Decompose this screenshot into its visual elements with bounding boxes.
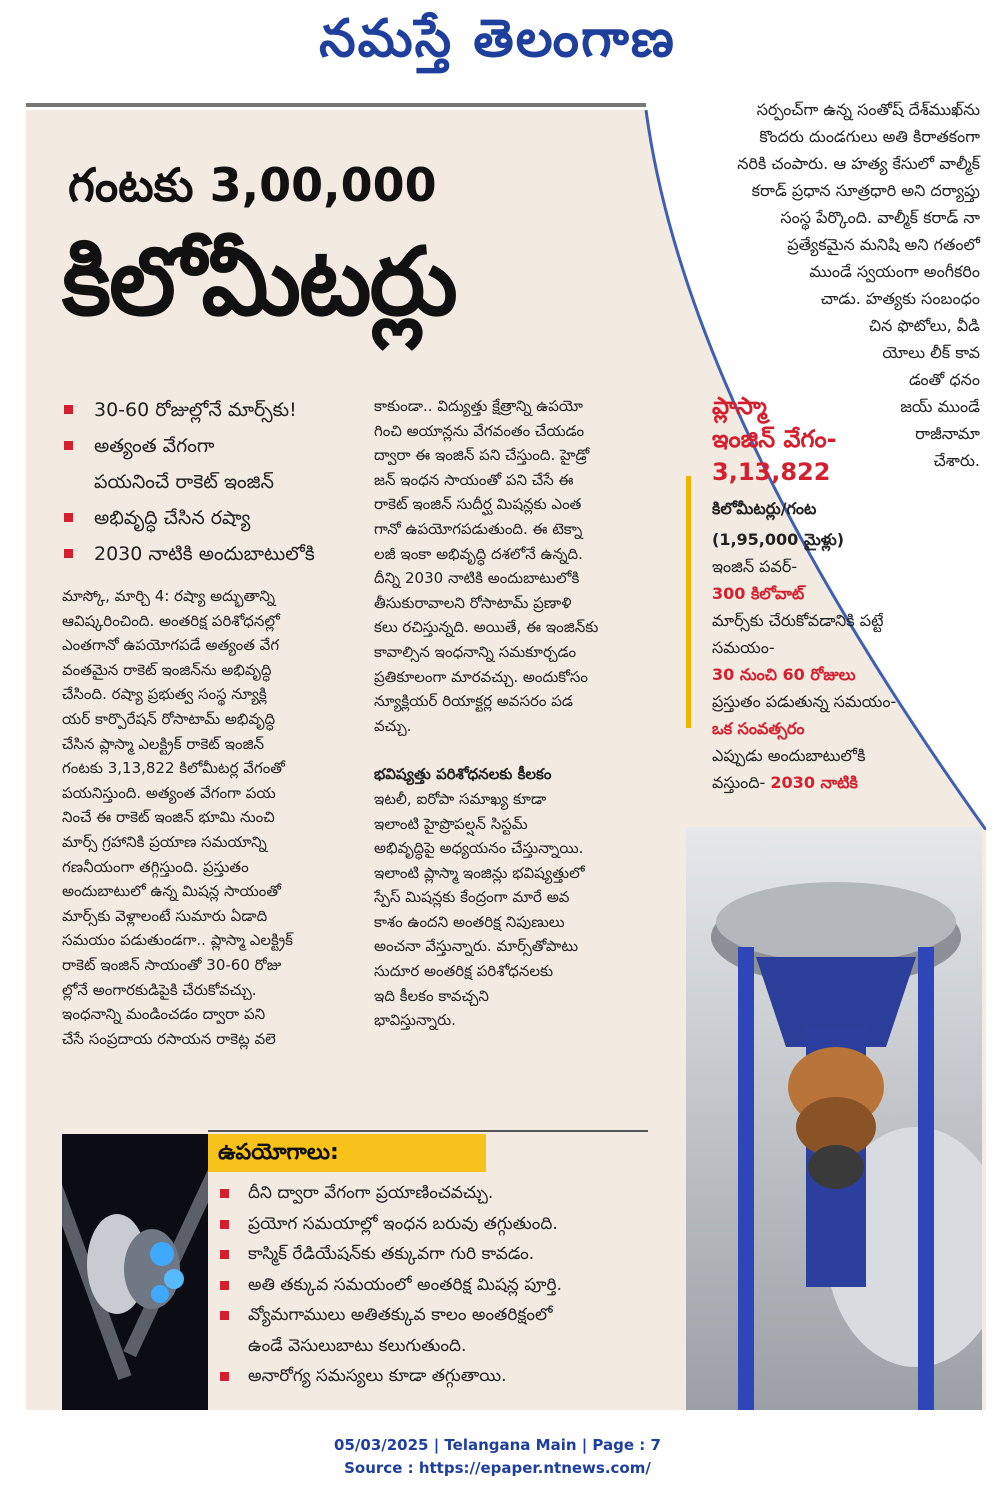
side-story-line: యోలు లీక్ కావ — [882, 343, 980, 362]
body-line: స్పేస్ మిషన్లకు కేంద్రంగా మారే అవ — [374, 888, 570, 907]
uses-item: కాస్మిక్ రేడియేషన్‌కు తక్కువగా గురి కావడం. — [218, 1239, 658, 1270]
side-story-line: చిన ఫొటోలు, వీడి — [868, 316, 980, 335]
body-line: జన్ ఇంధన సాయంతో పని చేసే ఈ — [374, 470, 574, 489]
uses-title: ఉపయోగాలు: — [208, 1134, 486, 1172]
body-line: ద్వారా ఈ ఇంజిన్ పని చేస్తుంది. హైడ్రో — [374, 446, 590, 465]
body-line: ఇది కీలకం కావచ్చని — [374, 986, 489, 1005]
body-line: సమయం పడుతుండగా.. ప్లాస్మా ఎలక్ట్రిక్ — [62, 931, 294, 950]
uses-item: అతి తక్కువ సమయంలో అంతరిక్ష మిషన్ల పూర్తి. — [218, 1270, 658, 1301]
bullet-item: అత్యంత వేగంగా — [64, 428, 374, 464]
bullet-square-icon — [64, 405, 73, 414]
body-line: ఇలాంటి ప్లాస్మా ఇంజిన్లు భవిష్యత్తులో — [374, 863, 585, 882]
bullet-item: 2030 నాటికి అందుబాటులోకి — [64, 536, 374, 572]
bullet-item: 30-60 రోజుల్లోనే మార్స్‌కు! — [64, 392, 374, 428]
body-line: దీన్ని 2030 నాటికి అందుబాటులోకి — [374, 569, 580, 588]
body-line: గంటకు 3,13,822 కిలోమీటర్ల వేగంతో — [62, 759, 285, 778]
headline-line2: కిలోమీటర్లు — [62, 228, 456, 337]
body-line: రాకెట్ ఇంజిన్ సుదీర్ఘ మిషన్లకు ఎంత — [374, 495, 582, 514]
article-column-1 — [62, 584, 362, 1051]
stats-avail-label: ఎప్పుడు అందుబాటులోకి — [712, 746, 866, 765]
body-line: గించి అయాన్లను వేగవంతం చేయడం — [374, 421, 585, 440]
body-line: భావిస్తున్నారు. — [374, 1011, 456, 1030]
stats-miles: (1,95,000 మైళ్లు) — [712, 530, 845, 549]
body-line: తీసుకురావాలని రోసాటామ్ ప్రణాళి — [374, 593, 572, 612]
body-line: పయనిస్తుంది. అత్యంత వేగంగా పయ — [62, 783, 276, 802]
engine-photo-illustration — [686, 827, 982, 1410]
stats-time: 30 నుంచి 60 రోజులు — [712, 665, 856, 684]
body-line: సుదూర అంతరిక్ష పరిశోధనలకు — [374, 962, 554, 981]
bullet-square-icon — [64, 549, 73, 558]
body-line: అందుబాటులో ఉన్న మిషన్ల సాయంతో — [62, 882, 282, 901]
uses-list — [218, 1178, 658, 1392]
uses-item: అనారోగ్య సమస్యలు కూడా తగ్గుతాయి. — [218, 1361, 658, 1392]
article-column-2 — [374, 394, 659, 1033]
side-story-line: డంతో ధనం — [908, 370, 980, 389]
stats-power: 300 కిలోవాట్ — [712, 584, 805, 603]
stats-time-label: మార్స్‌కు చేరుకోవడానికి పట్టే — [712, 611, 884, 630]
stats-power-label: ఇంజిన్ పవర్- — [712, 557, 798, 576]
bullet-square-icon — [220, 1250, 229, 1259]
uses-frame-rule — [208, 1130, 648, 1132]
headline-line1: గంటకు 3,00,000 — [68, 158, 437, 212]
body-line: గానో ఉపయోగపడుతుంది. ఈ టెక్నా — [374, 519, 583, 538]
body-line: న్యూక్లియర్ రియాక్టర్ల అవసరం పడ — [374, 692, 574, 711]
bullet-square-icon — [220, 1372, 229, 1381]
body-line: ఎంతగానో ఉపయోగపడే అత్యంత వేగ — [62, 636, 280, 655]
side-story-line: రాజీనామా — [915, 424, 980, 443]
side-story-line: కొందరు దుండగులు అతి కిరాతకంగా — [759, 127, 980, 146]
body-line: కాకుండా.. విద్యుత్తు క్షేత్రాన్ని ఉపయో — [374, 397, 584, 415]
bullet-item: అభివృద్ధి చేసిన రష్యా — [64, 500, 374, 536]
stats-speed: 3,13,822 — [712, 458, 831, 486]
section-subhead: భవిష్యత్తు పరిశోధనలకు కీలకం — [374, 765, 552, 784]
spacecraft-image — [62, 1134, 208, 1410]
masthead: నమస్తే తెలంగాణ — [319, 8, 676, 69]
body-line: ఆవిష్కరించింది. అంతరిక్ష పరిశోధనల్లో — [62, 611, 280, 630]
body-line: కావాల్సిన ఇంధనాన్ని సమకూర్చడం — [374, 642, 577, 661]
stats-box — [712, 390, 982, 796]
footer-source-line: Source : https://epaper.ntnews.com/ — [344, 1459, 651, 1477]
body-line: రాకెట్ ఇంజిన్ సాయంతో 30-60 రోజు — [62, 955, 282, 974]
uses-item: వ్యోమగాములు అతితక్కువ కాలం అంతరిక్షంలో — [218, 1300, 658, 1331]
engine-photo — [686, 827, 982, 1410]
body-line: ఇంధనాన్ని మండించడం ద్వారా పని — [62, 1005, 266, 1024]
body-line: లజీ ఇంకా అభివృద్ధి దశలోనే ఉన్నది. — [374, 544, 583, 563]
highlight-bullets — [64, 392, 374, 572]
side-story-line: కరాడ్ ప్రధాన సూత్రధారి అని దర్యాప్తు — [751, 181, 980, 200]
body-line: యర్ కార్పొరేషన్ రోసాటామ్ అభివృద్ధి — [62, 709, 276, 728]
body-line: ల్లోనే అంగారకుడిపైకి చేరుకోవచ్చు. — [62, 980, 257, 999]
body-line: ఇలాంటి హైప్రొపల్షన్ సిస్టమ్ — [374, 814, 528, 833]
masthead-rule — [26, 103, 646, 107]
bullet-square-icon — [220, 1220, 229, 1229]
body-line: గణనీయంగా తగ్గిస్తుంది. ప్రస్తుతం — [62, 857, 249, 876]
stats-title: ప్లాస్మా — [712, 392, 767, 420]
stats-current: ఒక సంవత్సరం — [712, 719, 805, 738]
side-story-line: చేశారు. — [933, 451, 980, 470]
body-line: మార్స్‌కు వెళ్లాలంటే సుమారు ఏడాది — [62, 906, 268, 925]
side-story-line: నరికి చంపారు. ఆ హత్య కేసులో వాల్మీక్ — [737, 154, 980, 173]
bullet-square-icon — [64, 441, 73, 450]
body-line: నించే ఈ రాకెట్ ఇంజిన్ భూమి నుంచి — [62, 808, 275, 827]
stats-unit: కిలోమీటర్లు/గంట — [712, 499, 817, 518]
stats-time-label: సమయం- — [712, 638, 775, 657]
side-story-line: సంస్థ పేర్కొంది. వాల్మీక్ కరాడ్ నా — [780, 208, 980, 227]
bullet-square-icon — [64, 513, 73, 522]
stats-title: ఇంజిన్ వేగం- — [712, 425, 837, 453]
stats-current-label: ప్రస్తుతం పడుతున్న సమయం- — [712, 692, 897, 711]
bullet-square-icon — [220, 1311, 229, 1320]
side-story-line: ముండే స్వయంగా అంగీకరిం — [809, 262, 980, 281]
body-line: ఇటలీ, ఐరోపా సమాఖ్య కూడా — [374, 789, 547, 808]
uses-item-continuation: ఉండే వెసులుబాటు కలుగుతుంది. — [248, 1335, 467, 1356]
side-story-line: చాడు. హత్యకు సంబంధం — [820, 289, 980, 308]
side-story-line: సర్పంచ్‌గా ఉన్న సంతోష్ దేశ్‌ముఖ్‌ను — [756, 100, 980, 119]
stats-avail-line: వస్తుంది- 2030 నాటికి — [712, 773, 858, 792]
uses-item: దీని ద్వారా వేగంగా ప్రయాణించవచ్చు. — [218, 1178, 658, 1209]
bullet-square-icon — [220, 1189, 229, 1198]
body-line: మాస్కో, మార్చి 4: రష్యా అద్భుతాన్ని — [62, 587, 276, 605]
spacecraft-illustration — [62, 1134, 208, 1410]
stats-avail: 2030 నాటికి — [770, 773, 858, 792]
body-line: కలు రచిస్తున్నది. అయితే, ఈ ఇంజిన్‌కు — [374, 618, 599, 637]
stats-accent-bar — [686, 476, 691, 728]
body-line: మార్స్ గ్రహానికి ప్రయాణ సమయాన్ని — [62, 832, 267, 851]
uses-item: ప్రయోగ సమయాల్లో ఇంధన బరువు తగ్గుతుంది. — [218, 1209, 658, 1240]
bullet-square-icon — [220, 1281, 229, 1290]
body-line: చేసే సంప్రదాయ రసాయన రాకెట్ల వలె — [62, 1029, 276, 1048]
footer-date-line: 05/03/2025 | Telangana Main | Page : 7 — [334, 1436, 661, 1454]
body-line: కాశం ఉందని అంతరిక్ష నిపుణులు — [374, 912, 565, 931]
side-story-line: జయ్ ముండే — [900, 397, 980, 416]
body-line: ప్రతికూలంగా మారవచ్చు. అందుకోసం — [374, 667, 588, 686]
body-line: చేసిన ప్లాస్మా ఎలక్ట్రిక్ రాకెట్ ఇంజిన్ — [62, 734, 265, 753]
body-line: వచ్చు. — [374, 716, 412, 735]
bullet-item-continuation: పయనించే రాకెట్ ఇంజిన్ — [94, 471, 274, 493]
body-line: చేసింది. రష్యా ప్రభుత్వ సంస్థ న్యూక్లి — [62, 685, 267, 704]
body-line: వంతమైన రాకెట్ ఇంజిన్‌ను అభివృద్ధి — [62, 660, 272, 679]
body-line: అంచనా వేస్తున్నారు. మార్స్‌తోపాటు — [374, 937, 579, 956]
body-line: అభివృద్ధిపై అధ్యయనం చేస్తున్నాయి. — [374, 839, 584, 858]
side-story-line: ప్రత్యేకమైన మనిషి అని గతంలో — [787, 235, 980, 254]
